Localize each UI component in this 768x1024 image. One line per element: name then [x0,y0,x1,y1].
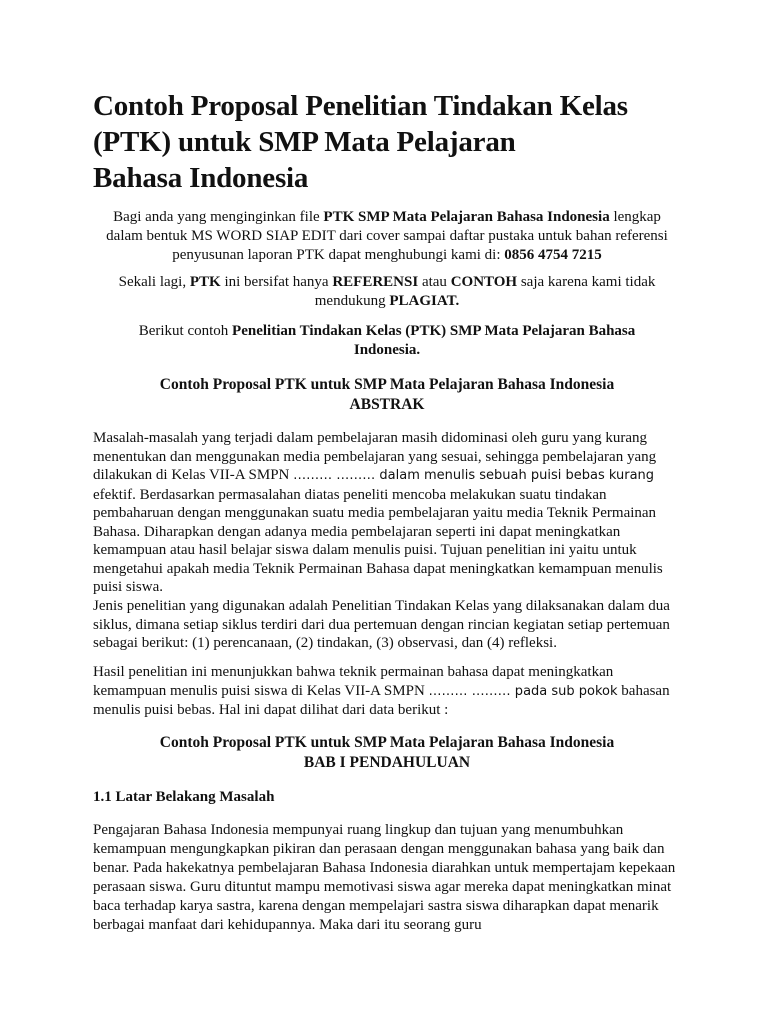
title-line-3: Bahasa Indonesia [93,162,309,194]
notice-paragraph [93,273,681,311]
notice-text-2: ini bersifat hanya [220,274,333,290]
abstract-p1-text-1: Masalah-masalah yang terjadi dalam pembelajaran masih didominasi oleh guru yang kurang menentukan dan menggunakan media pembelajaran yang sesuai, sehingga pembelajaran yang dilakukan di Kelas VII-A SMPN [93,430,657,483]
abstract-p3-placeholder: ……… ……… pada sub pokok [428,683,618,699]
abstract-p1-placeholder: ……… ……… dalam menulis sebuah puisi bebas kurang [293,468,655,483]
intro-bold-1: PTK SMP Mata Pelajaran Bahasa Indonesia [323,209,610,225]
abstract-heading-line-1: Contoh Proposal PTK untuk SMP Mata Pelajaran Bahasa Indonesia [159,376,615,393]
abstract-heading-line-2: ABSTRAK [349,396,425,413]
notice-bold-2: REFERENSI [332,274,419,290]
abstract-p3-text-1: Hasil penelitian ini menunjukkan bahwa teknik permainan bahasa dapat meningkatkan kemampuan menulis puisi siswa di Kelas VII-A SMPN [93,664,614,699]
section-paragraph-1 [93,821,683,935]
abstract-heading [93,375,681,415]
notice-bold-4: PLAGIAT. [389,293,460,309]
notice-text-3: atau [418,274,451,290]
section-heading: 1.1 Latar Belakang Masalah [93,789,275,805]
intro-text-1: Bagi anda yang menginginkan file [113,209,324,225]
abstract-paragraph-3 [93,663,683,720]
bab-heading [93,733,681,773]
abstract-p1-text-2: efektif. Berdasarkan permasalahan diatas peneliti mencoba melakukan suatu tindakan pembaharuan dengan menggunakan suatu media pembelajaran yaitu media Teknik Permainan Bahasa. Diharapkan dengan adanya media pembelajaran seperti ini dapat meningkatkan kemampuan atau hasil belajar siswa dalam menulis puisi. Tujuan penelitian ini yaitu untuk mengetahui apakah media Teknik Permainan Bahasa dapat meningkatkan kemampuan menulis puisi siswa. [93,486,663,595]
bab-heading-line-1: Contoh Proposal PTK untuk SMP Mata Pelajaran Bahasa Indonesia [159,734,615,751]
notice-text-4: saja karena kami tidak mendukung [314,274,656,309]
contact-number: 0856 4754 7215 [504,247,602,263]
abstract-paragraph-2 [93,597,683,653]
following-text-1: Berikut contoh [138,323,233,339]
abstract-paragraph-1 [93,429,683,597]
title-line-1: Contoh Proposal Penelitian Tindakan Kelas [93,90,628,122]
bab-heading-line-2: BAB I PENDAHULUAN [303,754,471,771]
title-line-2: (PTK) untuk SMP Mata Pelajaran [93,126,516,158]
abstract-p3-text-2: bahasan menulis puisi bebas. Hal ini dapat dilihat dari data berikut : [93,682,670,718]
intro-paragraph [93,208,681,265]
section-p1-text: Pengajaran Bahasa Indonesia mempunyai ruang lingkup dan tujuan yang menumbuhkan kemampuan mengungkapkan pikiran dan perasaan dengan menggunakan bahasa yang baik dan benar. Pada hakekatnya pembelajaran Bahasa Indonesia diarahkan untuk mempertajam kepekaan perasaan siswa. Guru dituntut mampu memotivasi siswa agar mereka dapat meningkatkan minat baca terhadap karya sastra, karena dengan mempelajari sastra siswa diharapkan dapat menarik berbagai manfaat dari kehidupannya. Maka dari itu seorang guru [93,822,676,933]
document-title [93,88,733,196]
following-paragraph [113,322,661,360]
notice-text-1: Sekali lagi, [118,274,190,290]
following-bold-1: Penelitian Tindakan Kelas (PTK) SMP Mata Pelajaran Bahasa Indonesia. [232,323,636,358]
notice-bold-3: CONTOH [450,274,518,290]
abstract-p2-text: Jenis penelitian yang digunakan adalah Penelitian Tindakan Kelas yang dilaksanakan dalam dua siklus, dimana setiap siklus terdiri dari dua pertemuan dengan rincian kegiatan setiap pertemuan sebagai berikut: (1) perencanaan, (2) tindakan, (3) observasi, dan (4) refleksi. [93,598,670,651]
notice-bold-1: PTK [189,274,221,290]
intro-text-2: lengkap dalam bentuk MS WORD SIAP EDIT dari cover sampai daftar pustaka untuk bahan referensi penyusunan laporan PTK dapat menghubungi kami di: [106,209,668,263]
